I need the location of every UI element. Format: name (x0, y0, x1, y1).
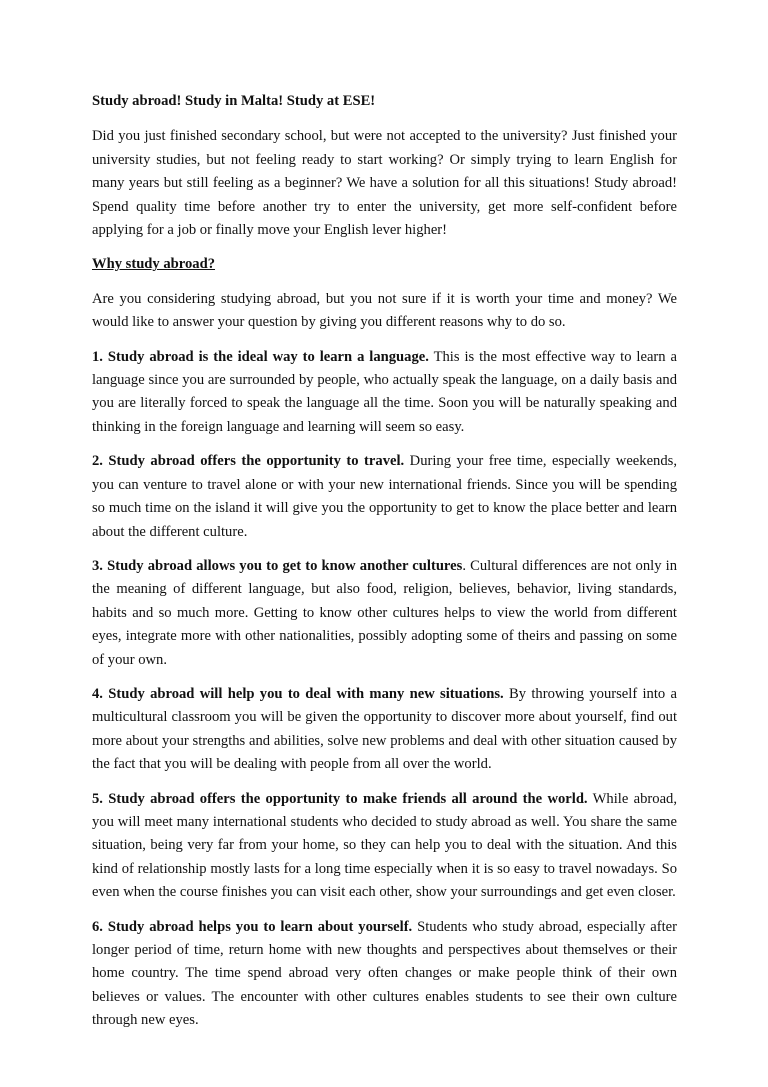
reason-paragraph-4 (92, 683, 677, 777)
reason-paragraph-6 (92, 916, 677, 1033)
intro-paragraph: Did you just finished secondary school, but were not accepted to the university? Just finished your university studies, but not feeling ready to start working? Or simply trying to learn English for many years but still feeling as a beginner? We have a solution for all this situations! Study abroad! Spend quality time before another try to enter the university, get more self-confident before applying for a job or finally move your English lever higher! (92, 128, 677, 239)
reason-lead: 3. Study abroad allows you to get to know another cultures (92, 557, 463, 574)
reason-text: During your free time, especially weekends, you can venture to travel alone or with your new international friends. Since you will be spending so much time on the island it will give you the opportunity to get to know the place better and learn about the different culture. (92, 453, 677, 540)
reason-paragraph-5 (92, 788, 677, 905)
reason-lead: 2. Study abroad offers the opportunity to travel. (92, 453, 405, 470)
reason-text: While abroad, you will meet many international students who decided to study abroad as well. You share the same situation, being very far from your home, so they can help you to deal with the situation. And this kind of relationship mostly lasts for a long time especially when it is so easy to travel nowadays. So even when the course finishes you can visit each other, show your surroundings and get even closer. (92, 790, 677, 901)
reason-lead: 5. Study abroad offers the opportunity to make friends all around the world. (92, 790, 588, 807)
section-heading: Why study abroad? (92, 256, 216, 273)
reason-lead: 6. Study abroad helps you to learn about yourself. (92, 918, 413, 935)
reason-paragraph-2 (92, 450, 677, 544)
reason-text: Students who study abroad, especially after longer period of time, return home with new thoughts and perspectives about themselves or their home country. The time spend abroad very often changes or make people think of their own believes or values. The encounter with other cultures enables students to see their own culture through new eyes. (92, 918, 677, 1029)
question-paragraph: Are you considering studying abroad, but you not sure if it is worth your time and money? We would like to answer your question by giving you different reasons why to do so. (92, 290, 677, 331)
reason-paragraph-1 (92, 346, 677, 440)
reason-paragraph-3 (92, 555, 677, 672)
reason-lead: 4. Study abroad will help you to deal with many new situations. (92, 685, 504, 702)
document-title: Study abroad! Study in Malta! Study at ESE! (92, 93, 376, 109)
reason-lead: 1. Study abroad is the ideal way to learn a language. (92, 348, 429, 365)
reason-text: By throwing yourself into a multicultural classroom you will be given the opportunity to discover more about yourself, find out more about your strengths and abilities, solve new problems and deal with other situation caused by the fact that you will be dealing with people from all over the world. (92, 685, 677, 773)
document-page (92, 90, 677, 1044)
reason-text: . Cultural differences are not only in the meaning of different language, but also food, religion, believes, behavior, living standards, habits and so much more. Getting to know other cultures helps to view the world from different eyes, integrate more with other nationalities, possibly adopting some of theirs and passing on some of your own. (92, 557, 677, 668)
reason-text: This is the most effective way to learn a language since you are surrounded by people, who actually speak the language, on a daily basis and you are literally forced to speak the language all the time. Soon you will be naturally speaking and thinking in the foreign language and learning will seem so easy. (92, 348, 677, 435)
